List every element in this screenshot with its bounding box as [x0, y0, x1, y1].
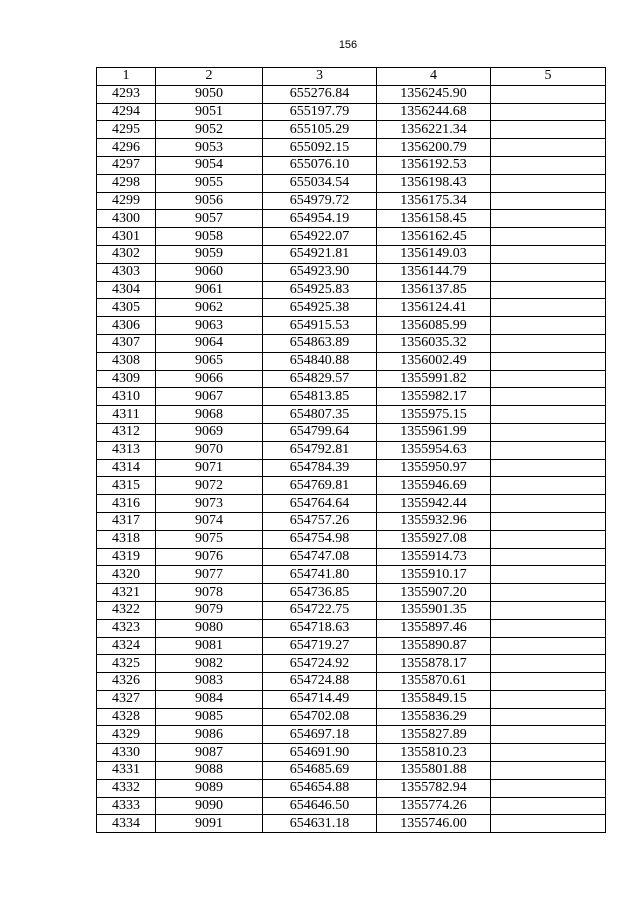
table-row — [97, 477, 606, 495]
table-cell-col-5 — [491, 317, 606, 335]
table-cell-col-3: 654631.18 — [263, 815, 377, 833]
table-cell-col-2: 9088 — [156, 762, 263, 780]
table-row — [97, 673, 606, 691]
table-cell-col-5 — [491, 512, 606, 530]
table-cell-col-4: 1355849.15 — [377, 690, 491, 708]
table-cell-col-5 — [491, 495, 606, 513]
table-row — [97, 370, 606, 388]
header-row — [97, 68, 606, 86]
table-cell-col-4: 1355991.82 — [377, 370, 491, 388]
table-cell-col-2: 9083 — [156, 673, 263, 691]
table-cell-col-2: 9065 — [156, 352, 263, 370]
table-cell-col-4: 1355907.20 — [377, 584, 491, 602]
table-row — [97, 566, 606, 584]
table-cell-col-4: 1356002.49 — [377, 352, 491, 370]
table-cell-col-5 — [491, 334, 606, 352]
table-cell-col-5 — [491, 228, 606, 246]
table-cell-col-1: 4315 — [97, 477, 156, 495]
table-row — [97, 174, 606, 192]
table-cell-col-5 — [491, 281, 606, 299]
table-cell-col-2: 9072 — [156, 477, 263, 495]
header-col-3: 3 — [263, 68, 377, 86]
table-cell-col-1: 4302 — [97, 245, 156, 263]
table-cell-col-1: 4318 — [97, 530, 156, 548]
header-col-4: 4 — [377, 68, 491, 86]
table-row — [97, 512, 606, 530]
table-cell-col-2: 9051 — [156, 103, 263, 121]
header-col-5: 5 — [491, 68, 606, 86]
table-cell-col-3: 654921.81 — [263, 245, 377, 263]
table-cell-col-5 — [491, 655, 606, 673]
table-row — [97, 352, 606, 370]
table-cell-col-1: 4328 — [97, 708, 156, 726]
table-row — [97, 121, 606, 139]
table-cell-col-4: 1355910.17 — [377, 566, 491, 584]
table-cell-col-5 — [491, 245, 606, 263]
table-cell-col-2: 9085 — [156, 708, 263, 726]
table-row — [97, 441, 606, 459]
table-cell-col-5 — [491, 637, 606, 655]
table-cell-col-4: 1355827.89 — [377, 726, 491, 744]
table-cell-col-2: 9084 — [156, 690, 263, 708]
table-cell-col-2: 9087 — [156, 744, 263, 762]
table-cell-col-1: 4324 — [97, 637, 156, 655]
table-cell-col-3: 654691.90 — [263, 744, 377, 762]
table-cell-col-5 — [491, 299, 606, 317]
table-cell-col-1: 4298 — [97, 174, 156, 192]
table-cell-col-1: 4301 — [97, 228, 156, 246]
table-cell-col-1: 4330 — [97, 744, 156, 762]
table-cell-col-2: 9059 — [156, 245, 263, 263]
table-cell-col-4: 1356162.45 — [377, 228, 491, 246]
table-row — [97, 797, 606, 815]
table-cell-col-4: 1355810.23 — [377, 744, 491, 762]
table-row — [97, 655, 606, 673]
table-cell-col-3: 654714.49 — [263, 690, 377, 708]
table-cell-col-5 — [491, 210, 606, 228]
table-cell-col-5 — [491, 708, 606, 726]
table-cell-col-3: 654769.81 — [263, 477, 377, 495]
table-row — [97, 281, 606, 299]
table-row — [97, 530, 606, 548]
table-cell-col-5 — [491, 530, 606, 548]
table-cell-col-3: 654923.90 — [263, 263, 377, 281]
table-cell-col-1: 4296 — [97, 139, 156, 157]
table-cell-col-3: 654718.63 — [263, 619, 377, 637]
table-row — [97, 406, 606, 424]
table-cell-col-1: 4294 — [97, 103, 156, 121]
table-cell-col-4: 1356200.79 — [377, 139, 491, 157]
table-cell-col-4: 1355890.87 — [377, 637, 491, 655]
table-cell-col-1: 4320 — [97, 566, 156, 584]
table-cell-col-3: 654829.57 — [263, 370, 377, 388]
table-cell-col-2: 9089 — [156, 779, 263, 797]
page-number: 156 — [338, 39, 358, 51]
table-cell-col-2: 9057 — [156, 210, 263, 228]
table-cell-col-5 — [491, 690, 606, 708]
table-cell-col-1: 4317 — [97, 512, 156, 530]
table-cell-col-3: 654736.85 — [263, 584, 377, 602]
table-cell-col-2: 9058 — [156, 228, 263, 246]
table-cell-col-2: 9077 — [156, 566, 263, 584]
table-cell-col-5 — [491, 797, 606, 815]
table-cell-col-1: 4297 — [97, 156, 156, 174]
table-cell-col-1: 4322 — [97, 601, 156, 619]
table-cell-col-4: 1355782.94 — [377, 779, 491, 797]
table-cell-col-4: 1355901.35 — [377, 601, 491, 619]
table-cell-col-3: 654722.75 — [263, 601, 377, 619]
table-cell-col-1: 4331 — [97, 762, 156, 780]
table-cell-col-5 — [491, 601, 606, 619]
table-cell-col-5 — [491, 139, 606, 157]
table-row — [97, 495, 606, 513]
table-cell-col-5 — [491, 779, 606, 797]
table-cell-col-1: 4310 — [97, 388, 156, 406]
table-cell-col-2: 9091 — [156, 815, 263, 833]
table-cell-col-4: 1355870.61 — [377, 673, 491, 691]
table-cell-col-5 — [491, 584, 606, 602]
table-cell-col-5 — [491, 744, 606, 762]
table-cell-col-4: 1356198.43 — [377, 174, 491, 192]
table-cell-col-1: 4312 — [97, 423, 156, 441]
table-cell-col-5 — [491, 566, 606, 584]
table-cell-col-5 — [491, 423, 606, 441]
table-cell-col-3: 654646.50 — [263, 797, 377, 815]
table-cell-col-2: 9076 — [156, 548, 263, 566]
table-cell-col-1: 4306 — [97, 317, 156, 335]
table-cell-col-3: 655076.10 — [263, 156, 377, 174]
table-cell-col-2: 9053 — [156, 139, 263, 157]
table-cell-col-1: 4323 — [97, 619, 156, 637]
table-body — [97, 85, 606, 832]
table-cell-col-2: 9073 — [156, 495, 263, 513]
table-cell-col-2: 9050 — [156, 85, 263, 103]
table-cell-col-3: 654724.88 — [263, 673, 377, 691]
table-row — [97, 317, 606, 335]
table-cell-col-5 — [491, 85, 606, 103]
table-row — [97, 548, 606, 566]
table-cell-col-4: 1356035.32 — [377, 334, 491, 352]
table-cell-col-4: 1356144.79 — [377, 263, 491, 281]
table-row — [97, 637, 606, 655]
table-row — [97, 584, 606, 602]
table-cell-col-2: 9080 — [156, 619, 263, 637]
coordinates-table — [96, 67, 606, 833]
table-cell-col-3: 654747.08 — [263, 548, 377, 566]
table-cell-col-4: 1355942.44 — [377, 495, 491, 513]
table-cell-col-3: 654724.92 — [263, 655, 377, 673]
table-cell-col-5 — [491, 619, 606, 637]
table-cell-col-2: 9074 — [156, 512, 263, 530]
table-cell-col-1: 4308 — [97, 352, 156, 370]
table-cell-col-2: 9079 — [156, 601, 263, 619]
header-col-1: 1 — [97, 68, 156, 86]
table-row — [97, 708, 606, 726]
table-cell-col-4: 1355774.26 — [377, 797, 491, 815]
table-cell-col-4: 1355932.96 — [377, 512, 491, 530]
table-cell-col-4: 1355801.88 — [377, 762, 491, 780]
table-cell-col-2: 9081 — [156, 637, 263, 655]
table-cell-col-4: 1355946.69 — [377, 477, 491, 495]
table-cell-col-2: 9066 — [156, 370, 263, 388]
header-col-2: 2 — [156, 68, 263, 86]
table-cell-col-2: 9075 — [156, 530, 263, 548]
table-cell-col-5 — [491, 815, 606, 833]
table-cell-col-4: 1355975.15 — [377, 406, 491, 424]
table-cell-col-3: 654784.39 — [263, 459, 377, 477]
table-cell-col-2: 9052 — [156, 121, 263, 139]
table-cell-col-3: 654654.88 — [263, 779, 377, 797]
table-row — [97, 156, 606, 174]
table-cell-col-5 — [491, 548, 606, 566]
table-row — [97, 619, 606, 637]
table-cell-col-1: 4304 — [97, 281, 156, 299]
table-cell-col-3: 654757.26 — [263, 512, 377, 530]
table-row — [97, 139, 606, 157]
table-cell-col-2: 9069 — [156, 423, 263, 441]
table-row — [97, 299, 606, 317]
table-cell-col-4: 1355950.97 — [377, 459, 491, 477]
table-row — [97, 103, 606, 121]
table-cell-col-4: 1355836.29 — [377, 708, 491, 726]
table-cell-col-3: 654840.88 — [263, 352, 377, 370]
table-cell-col-4: 1356221.34 — [377, 121, 491, 139]
table-cell-col-3: 654764.64 — [263, 495, 377, 513]
table-cell-col-2: 9071 — [156, 459, 263, 477]
table-cell-col-2: 9067 — [156, 388, 263, 406]
table-cell-col-4: 1356192.53 — [377, 156, 491, 174]
table-cell-col-3: 654863.89 — [263, 334, 377, 352]
table-row — [97, 388, 606, 406]
table-cell-col-1: 4334 — [97, 815, 156, 833]
table-cell-col-1: 4314 — [97, 459, 156, 477]
table-row — [97, 726, 606, 744]
table-cell-col-3: 654754.98 — [263, 530, 377, 548]
table-cell-col-3: 654922.07 — [263, 228, 377, 246]
table-cell-col-2: 9062 — [156, 299, 263, 317]
table-cell-col-3: 654697.18 — [263, 726, 377, 744]
table-cell-col-3: 654925.38 — [263, 299, 377, 317]
table-cell-col-5 — [491, 673, 606, 691]
table-cell-col-4: 1356149.03 — [377, 245, 491, 263]
table-cell-col-4: 1356158.45 — [377, 210, 491, 228]
table-cell-col-4: 1356245.90 — [377, 85, 491, 103]
table-row — [97, 228, 606, 246]
table-cell-col-4: 1356175.34 — [377, 192, 491, 210]
table-cell-col-1: 4303 — [97, 263, 156, 281]
table-row — [97, 192, 606, 210]
table-header — [97, 68, 606, 86]
table-cell-col-4: 1355897.46 — [377, 619, 491, 637]
table-cell-col-4: 1355914.73 — [377, 548, 491, 566]
table-row — [97, 423, 606, 441]
table-cell-col-5 — [491, 762, 606, 780]
table-cell-col-3: 654799.64 — [263, 423, 377, 441]
table-cell-col-3: 655197.79 — [263, 103, 377, 121]
table-cell-col-2: 9055 — [156, 174, 263, 192]
table-cell-col-1: 4321 — [97, 584, 156, 602]
table-cell-col-2: 9061 — [156, 281, 263, 299]
table-cell-col-5 — [491, 370, 606, 388]
table-cell-col-5 — [491, 263, 606, 281]
table-row — [97, 815, 606, 833]
table-cell-col-2: 9082 — [156, 655, 263, 673]
table-cell-col-5 — [491, 103, 606, 121]
table-cell-col-5 — [491, 477, 606, 495]
table-cell-col-3: 654792.81 — [263, 441, 377, 459]
table-cell-col-1: 4305 — [97, 299, 156, 317]
table-cell-col-5 — [491, 156, 606, 174]
table-cell-col-4: 1356137.85 — [377, 281, 491, 299]
table-cell-col-3: 655276.84 — [263, 85, 377, 103]
table-row — [97, 459, 606, 477]
table-cell-col-5 — [491, 726, 606, 744]
table-cell-col-3: 654979.72 — [263, 192, 377, 210]
table-cell-col-1: 4327 — [97, 690, 156, 708]
table-cell-col-3: 654807.35 — [263, 406, 377, 424]
table-row — [97, 744, 606, 762]
table-row — [97, 779, 606, 797]
table-cell-col-1: 4319 — [97, 548, 156, 566]
table-row — [97, 263, 606, 281]
table-cell-col-1: 4313 — [97, 441, 156, 459]
table-cell-col-4: 1355878.17 — [377, 655, 491, 673]
table-cell-col-1: 4333 — [97, 797, 156, 815]
table-cell-col-1: 4326 — [97, 673, 156, 691]
table-cell-col-1: 4316 — [97, 495, 156, 513]
table-cell-col-5 — [491, 121, 606, 139]
table-cell-col-2: 9056 — [156, 192, 263, 210]
table-cell-col-2: 9054 — [156, 156, 263, 174]
table-cell-col-5 — [491, 441, 606, 459]
table-cell-col-5 — [491, 388, 606, 406]
table-cell-col-5 — [491, 352, 606, 370]
table-cell-col-3: 654741.80 — [263, 566, 377, 584]
table-row — [97, 334, 606, 352]
table-cell-col-3: 654702.08 — [263, 708, 377, 726]
table-cell-col-5 — [491, 192, 606, 210]
table-row — [97, 210, 606, 228]
table-cell-col-3: 655105.29 — [263, 121, 377, 139]
table-cell-col-2: 9090 — [156, 797, 263, 815]
table-cell-col-4: 1356244.68 — [377, 103, 491, 121]
table-cell-col-3: 654813.85 — [263, 388, 377, 406]
table-cell-col-3: 655092.15 — [263, 139, 377, 157]
table-row — [97, 85, 606, 103]
table-row — [97, 762, 606, 780]
table-cell-col-2: 9086 — [156, 726, 263, 744]
table-row — [97, 601, 606, 619]
table-cell-col-2: 9064 — [156, 334, 263, 352]
table-cell-col-4: 1355927.08 — [377, 530, 491, 548]
table-cell-col-5 — [491, 406, 606, 424]
table-cell-col-1: 4307 — [97, 334, 156, 352]
table-cell-col-1: 4329 — [97, 726, 156, 744]
table-cell-col-1: 4299 — [97, 192, 156, 210]
table-cell-col-3: 655034.54 — [263, 174, 377, 192]
table-cell-col-3: 654925.83 — [263, 281, 377, 299]
table-cell-col-2: 9060 — [156, 263, 263, 281]
table-cell-col-1: 4332 — [97, 779, 156, 797]
table-cell-col-4: 1356085.99 — [377, 317, 491, 335]
table-cell-col-1: 4309 — [97, 370, 156, 388]
table-cell-col-2: 9078 — [156, 584, 263, 602]
table-cell-col-2: 9068 — [156, 406, 263, 424]
table-cell-col-2: 9070 — [156, 441, 263, 459]
table-cell-col-5 — [491, 174, 606, 192]
table-cell-col-4: 1355982.17 — [377, 388, 491, 406]
table-cell-col-5 — [491, 459, 606, 477]
table-cell-col-2: 9063 — [156, 317, 263, 335]
table-cell-col-4: 1356124.41 — [377, 299, 491, 317]
table-cell-col-1: 4293 — [97, 85, 156, 103]
table-cell-col-1: 4311 — [97, 406, 156, 424]
table-cell-col-4: 1355746.00 — [377, 815, 491, 833]
table-row — [97, 690, 606, 708]
table-row — [97, 245, 606, 263]
table-cell-col-3: 654915.53 — [263, 317, 377, 335]
table-cell-col-3: 654954.19 — [263, 210, 377, 228]
table-cell-col-1: 4325 — [97, 655, 156, 673]
table-cell-col-4: 1355961.99 — [377, 423, 491, 441]
table-cell-col-3: 654719.27 — [263, 637, 377, 655]
table-cell-col-4: 1355954.63 — [377, 441, 491, 459]
table-cell-col-3: 654685.69 — [263, 762, 377, 780]
table-cell-col-1: 4295 — [97, 121, 156, 139]
table-cell-col-1: 4300 — [97, 210, 156, 228]
